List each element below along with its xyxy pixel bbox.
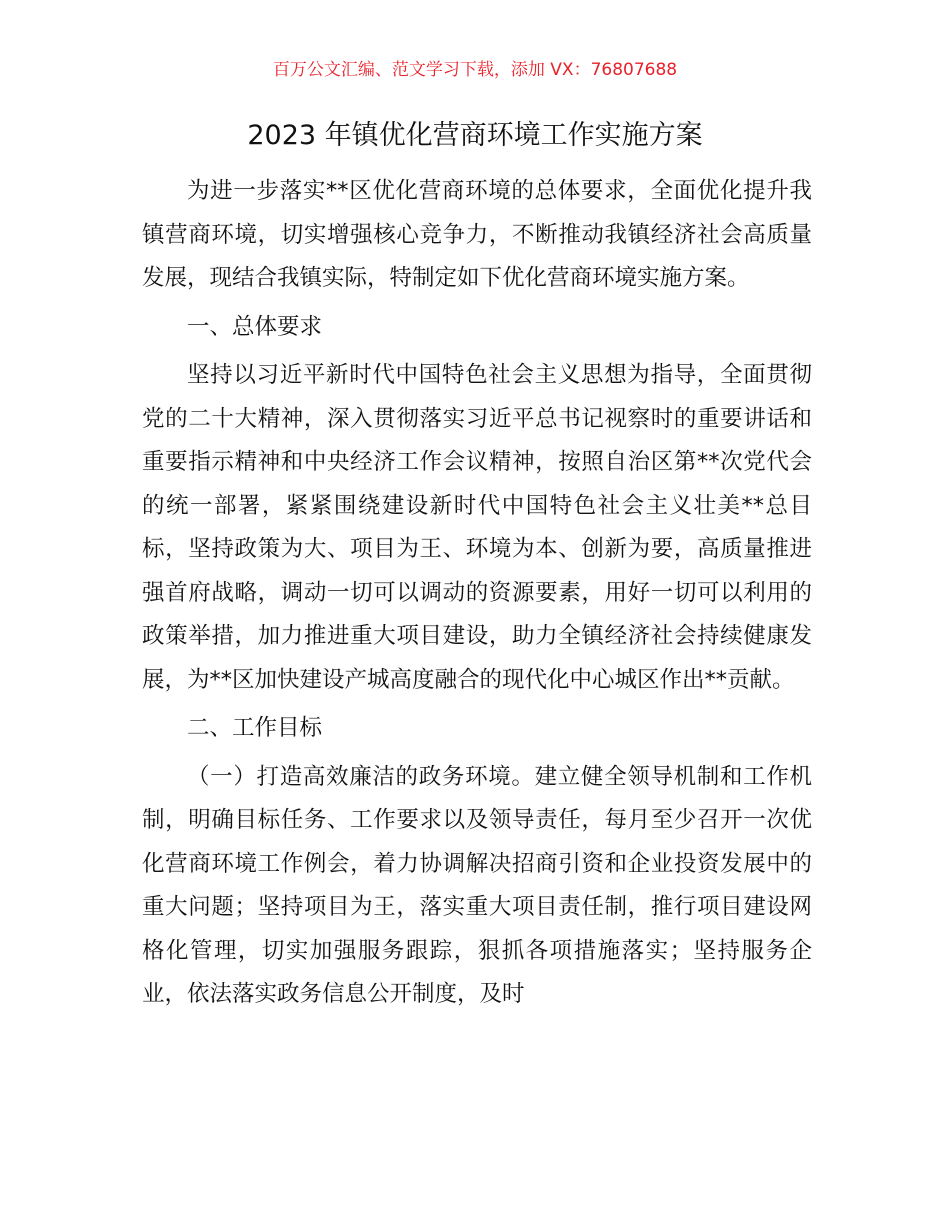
section-heading-work-goals: 二、工作目标 bbox=[187, 715, 323, 741]
document-body bbox=[142, 170, 812, 1017]
header-contact-note: 百万公文汇编、范文学习下载，添加 VX：76807688 bbox=[272, 60, 678, 80]
intro-paragraph: 为进一步落实**区优化营商环境的总体要求，全面优化提升我镇营商环境，切实增强核心竞争力，不断推动我镇经济社会高质量发展，现结合我镇实际，特制定如下优化营商环境实施方案。 bbox=[142, 178, 812, 291]
work-goals-paragraph: （一）打造高效廉洁的政务环境。建立健全领导机制和工作机制，明确目标任务、工作要求以及领导责任，每月至少召开一次优化营商环境工作例会，着力协调解决招商引资和企业投资发展中的重大问题；坚持项目为王，落实重大项目责任制，推行项目建设网格化管理，切实加强服务跟踪，狠抓各项措施落实；坚持服务企业，依法落实政务信息公开制度，及时 bbox=[142, 763, 812, 1007]
section-heading-general-requirements: 一、总体要求 bbox=[187, 313, 323, 340]
general-requirements-paragraph: 坚持以习近平新时代中国特色社会主义思想为指导，全面贯彻党的二十大精神，深入贯彻落实习近平总书记视察时的重要讲话和重要指示精神和中央经济工作会议精神，按照自治区第**次党代会的统一部署，紧紧围绕建设新时代中国特色社会主义壮美**总目标，坚持政策为大、项目为王、环境为本、创新为要，高质量推进强首府战略，调动一切可以调动的资源要素，用好一切可以利用的政策举措，加力推进重大项目建设，助力全镇经济社会持续健康发展，为**区加快建设产城高度融合的现代化中心城区作出**贡献。 bbox=[142, 362, 812, 693]
document-title: 2023 年镇优化营商环境工作实施方案 bbox=[247, 120, 703, 151]
